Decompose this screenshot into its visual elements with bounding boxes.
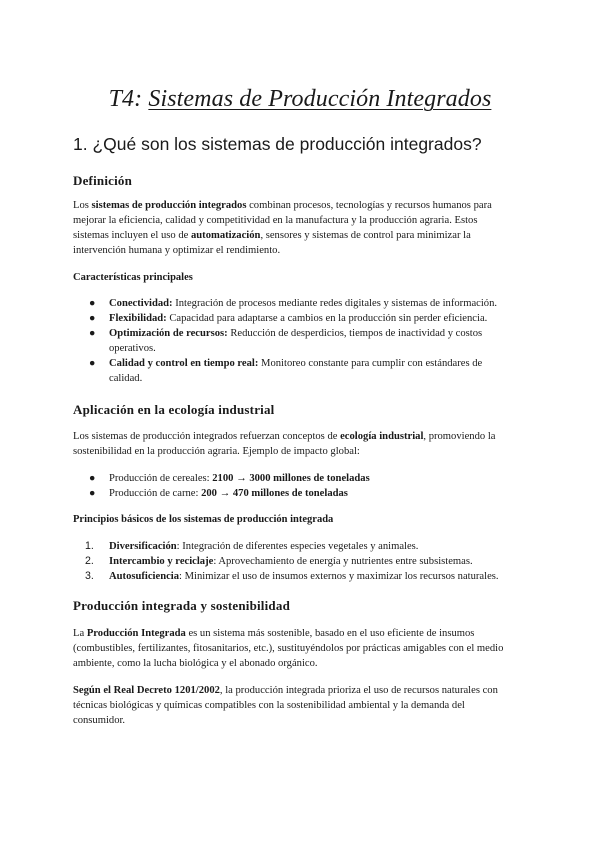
sostenibilidad-section — [73, 598, 513, 614]
list-item — [73, 471, 513, 486]
ecologia-paragraph — [73, 429, 513, 459]
definicion-heading: Definición — [73, 173, 133, 188]
ecologia-list — [73, 471, 513, 501]
bold-run: sistemas de producción integrados — [91, 200, 247, 211]
list-item — [73, 554, 513, 569]
ecologia-list-wrap — [73, 471, 513, 501]
text-run: Integración de procesos mediante redes digitales y sistemas de información. — [172, 298, 498, 309]
text-run: Reducción de desperdicios, tiempos de inactividad y costos operativos. — [109, 328, 483, 354]
bold-run: ecología industrial — [340, 431, 424, 442]
text-run: : Integración de diferentes especies vegetales y animales. — [176, 541, 419, 552]
bold-run: automatización — [190, 230, 261, 241]
principios-list-wrap — [73, 539, 513, 584]
caracteristicas-list-wrap — [73, 296, 513, 386]
text-run: Producción de cereales: — [109, 473, 213, 484]
text-run: Producción de carne: — [109, 488, 202, 499]
ecologia-heading: Aplicación en la ecología industrial — [73, 402, 275, 417]
definicion-section — [73, 173, 513, 189]
bold-run: Diversificación — [109, 541, 177, 552]
title-prefix: T4: — [108, 86, 149, 112]
text-run: Los sistemas de producción integrados refuerzan conceptos de — [73, 431, 341, 442]
ecologia-section — [73, 402, 513, 418]
bold-run: Calidad y control en tiempo real: — [109, 358, 259, 369]
text-run: Monitoreo constante para cumplir con estándares de calidad. — [109, 358, 483, 384]
bold-run: 2100 → 3000 millones de toneladas — [212, 473, 370, 484]
text-run: Los — [73, 200, 92, 211]
bullet-icon: ● — [89, 313, 96, 324]
sostenibilidad-body-2 — [73, 683, 513, 728]
bold-run: Producción Integrada — [86, 628, 186, 639]
bold-run: 200 → 470 millones de toneladas — [201, 488, 348, 499]
list-item — [73, 296, 513, 311]
principios-list — [73, 539, 513, 584]
list-item — [73, 311, 513, 326]
principios-heading: Principios básicos de los sistemas de producción integrada — [73, 514, 334, 525]
text-run: : Minimizar el uso de insumos externos y maximizar los recursos naturales. — [179, 571, 499, 582]
bold-run: Conectividad: — [109, 298, 173, 309]
text-run: , la producción integrada prioriza el uso de recursos naturales con técnicas biológicas y químicas compatibles con la sostenibilidad ambiental y la demanda del consumidor. — [73, 685, 498, 726]
list-item — [73, 326, 513, 356]
bold-run: Autosuficiencia — [109, 571, 180, 582]
text-run: es un sistema más sostenible, basado en el uso eficiente de insumos (combustibles, fertilizantes, fitosanitarios, etc.), sustituyéndolos por prácticas amigables con el medio ambiente, como la lucha biológica y el abonado orgánico. — [73, 628, 504, 669]
text-run: Capacidad para adaptarse a cambios en la producción sin perder eficiencia. — [166, 313, 488, 324]
text-run: combinan procesos, tecnologías y recursos humanos para mejorar la eficiencia, calidad y competitividad en la manufactura y la producción agraria. Estos sistemas incluyen el uso de — [73, 200, 492, 241]
sostenibilidad-heading: Producción integrada y sostenibilidad — [73, 598, 290, 613]
caracteristicas-section — [73, 272, 513, 283]
caracteristicas-heading: Características principales — [73, 272, 193, 283]
list-item — [73, 356, 513, 386]
text-run: La — [73, 628, 87, 639]
definicion-paragraph — [73, 198, 513, 258]
section-heading-1: 1. ¿Qué son los sistemas de producción integrados? — [73, 134, 482, 154]
document-title — [0, 86, 600, 113]
list-item — [73, 486, 513, 501]
caracteristicas-list — [73, 296, 513, 386]
bold-run: Según el Real Decreto 1201/2002 — [73, 685, 220, 696]
text-run: , promoviendo la sostenibilidad en la producción agraria. Ejemplo de impacto global: — [73, 431, 496, 457]
definicion-body — [73, 198, 513, 258]
bullet-icon: ● — [89, 488, 96, 499]
list-number: 1. — [85, 540, 94, 552]
text-run: : Aprovechamiento de energía y nutrientes entre subsistemas. — [213, 556, 473, 567]
bullet-icon: ● — [89, 328, 96, 339]
sostenibilidad-paragraph-2 — [73, 683, 513, 728]
principios-section — [73, 514, 513, 525]
bold-run: Optimización de recursos: — [109, 328, 228, 339]
list-number: 3. — [85, 570, 94, 582]
sostenibilidad-paragraph-1 — [73, 626, 513, 671]
text-run: , sensores y sistemas de control para minimizar la intervención humana y optimizar el rendimiento. — [73, 230, 471, 256]
bullet-icon: ● — [89, 473, 96, 484]
list-item — [73, 569, 513, 584]
bold-run: Flexibilidad: — [109, 313, 167, 324]
bullet-icon: ● — [89, 358, 96, 369]
sostenibilidad-body — [73, 626, 513, 671]
list-number: 2. — [85, 555, 94, 567]
list-item — [73, 539, 513, 554]
title-main: Sistemas de Producción Integrados — [148, 86, 492, 112]
bold-run: Intercambio y reciclaje — [109, 556, 214, 567]
bullet-icon: ● — [89, 298, 96, 309]
ecologia-body — [73, 429, 513, 459]
